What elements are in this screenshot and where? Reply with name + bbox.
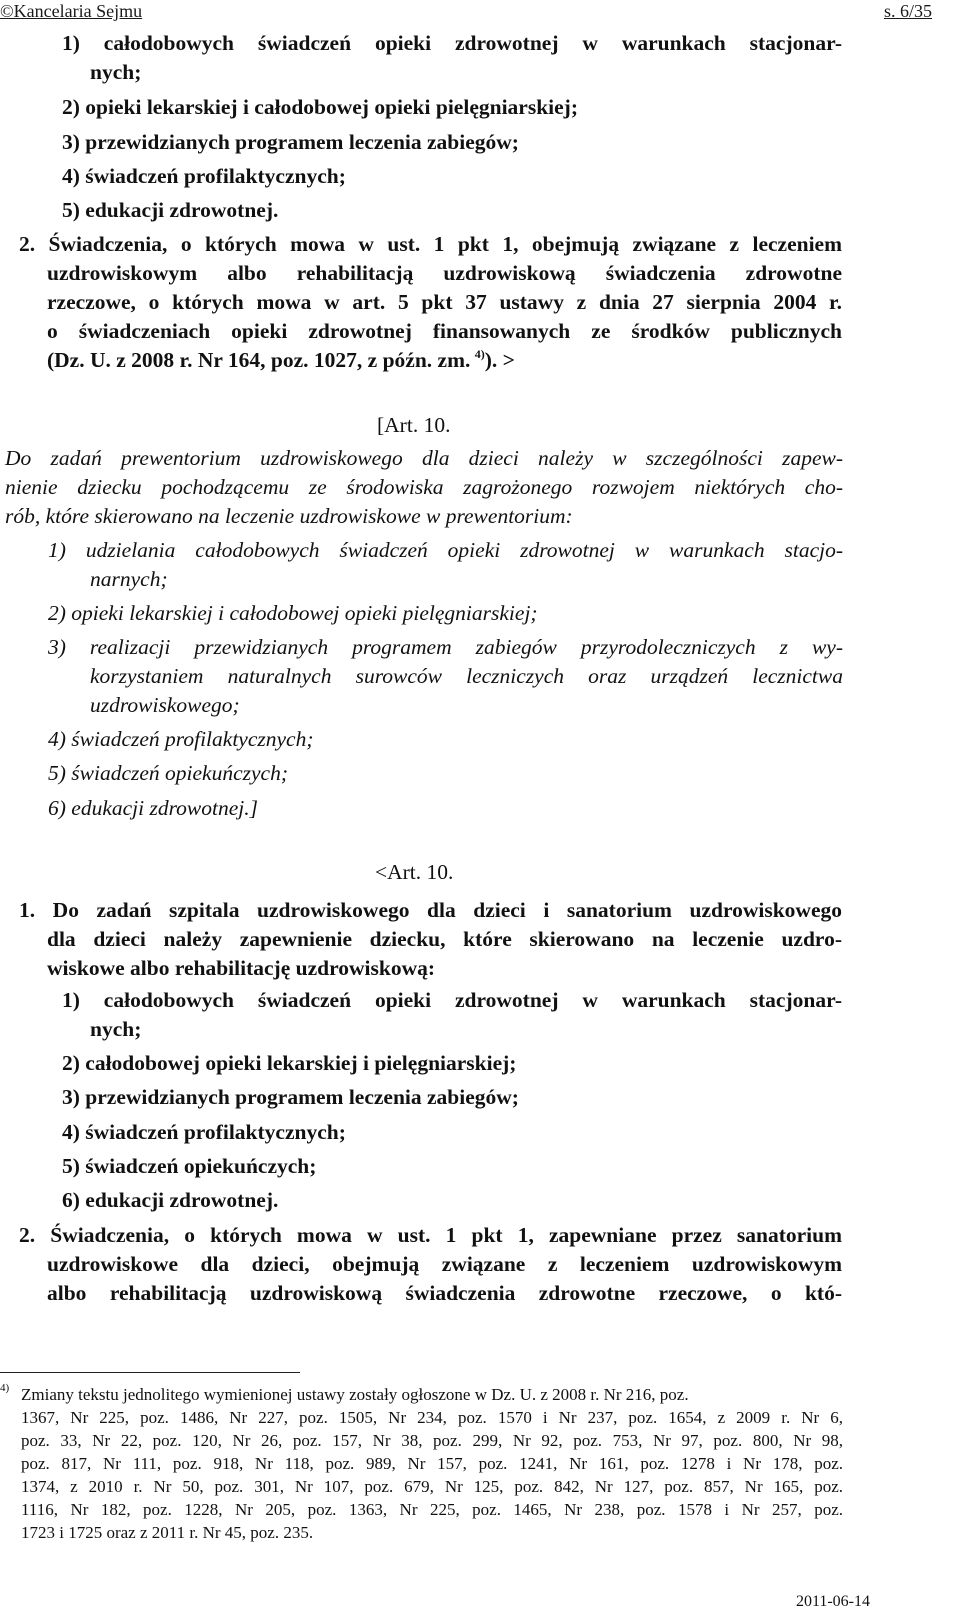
sec-c-item3: 3) przewidzianych programem leczenia zabiegów; — [62, 1085, 519, 1109]
sec-a-item4: 4) świadczeń profilaktycznych; — [62, 164, 346, 188]
page-number: s. 6/35 — [883, 1, 932, 21]
sec-a-item2: 2) opieki lekarskiej i całodobowej opieki pielęgniarskiej; — [62, 95, 578, 119]
sec-a-item1-line2: nych; — [90, 60, 142, 84]
footnote-separator — [0, 1372, 300, 1373]
footnote-line2: 1367, Nr 225, poz. 1486, Nr 227, poz. 1505, Nr 234, poz. 1570 i Nr 237, poz. 1654, z 2009 r. Nr 6, — [21, 1408, 843, 1427]
sec-b-item3-line1: 3) realizacji przewidzianych programem zabiegów przyrodoleczniczych z wy- — [48, 635, 843, 659]
sec-c-para2-line3: albo rehabilitacją uzdrowiskową świadczenia zdrowotne rzeczowe, o któ- — [47, 1281, 842, 1305]
sec-b-item3-line3: uzdrowiskowego; — [90, 693, 240, 717]
sec-a-para2-line1: 2. Świadczenia, o których mowa w ust. 1 pkt 1, obejmują związane z leczeniem — [19, 232, 842, 256]
sec-a-para2-line3: rzeczowe, o których mowa w art. 5 pkt 37 ustawy z dnia 27 sierpnia 2004 r. — [47, 290, 842, 314]
sec-c-para2-line2: uzdrowiskowe dla dzieci, obejmują związane z leczeniem uzdrowiskowym — [47, 1252, 842, 1276]
sec-c-item4: 4) świadczeń profilaktycznych; — [62, 1120, 346, 1144]
sec-c-item2: 2) całodobowej opieki lekarskiej i pielęgniarskiej; — [62, 1051, 517, 1075]
sec-b-item1-line1: 1) udzielania całodobowych świadczeń opieki zdrowotnej w warunkach stacjo- — [48, 538, 843, 562]
sec-a-para2-line5 — [47, 346, 515, 374]
footnote-line7: 1723 i 1725 oraz z 2011 r. Nr 45, poz. 235. — [21, 1523, 314, 1542]
sec-a-para2-line2: uzdrowiskowym albo rehabilitacją uzdrowiskową świadczenia zdrowotne — [47, 261, 842, 285]
sec-b-item6: 6) edukacji zdrowotnej.] — [48, 796, 258, 820]
sec-b-intro-line1: Do zadań prewentorium uzdrowiskowego dla dzieci należy w szczególności zapew- — [5, 446, 843, 470]
sec-c-para1-line1: 1. Do zadań szpitala uzdrowiskowego dla dzieci i sanatorium uzdrowiskowego — [19, 898, 842, 922]
sec-b-item5: 5) świadczeń opiekuńczych; — [48, 761, 289, 785]
sec-a-item1-line1: 1) całodobowych świadczeń opieki zdrowotnej w warunkach stacjonar- — [62, 31, 842, 55]
sec-a-item5: 5) edukacji zdrowotnej. — [62, 198, 279, 222]
sec-b-intro-line3: rób, które skierowano na leczenie uzdrowiskowe w prewentorium: — [5, 504, 573, 528]
sec-b-item2: 2) opieki lekarskiej i całodobowej opieki pielęgniarskiej; — [48, 601, 538, 625]
sec-c-article-heading: <Art. 10. — [375, 860, 454, 884]
footnote-marker: 4) — [0, 1382, 10, 1394]
sec-b-item4: 4) świadczeń profilaktycznych; — [48, 727, 314, 751]
sec-a-para2-citation: (Dz. U. z 2008 r. Nr 164, poz. 1027, z późn. zm. — [47, 348, 471, 372]
sec-c-para1-line2: dla dzieci należy zapewnienie dziecku, które skierowano na leczenie uzdro- — [47, 927, 842, 951]
sec-a-para2-line4: o świadczeniach opieki zdrowotnej finansowanych ze środków publicznych — [47, 319, 842, 343]
sec-c-item1-line2: nych; — [90, 1017, 142, 1041]
sec-c-item1-line1: 1) całodobowych świadczeń opieki zdrowotnej w warunkach stacjonar- — [62, 988, 842, 1012]
sec-b-article-heading: [Art. 10. — [377, 413, 451, 437]
copyright-header: ©Kancelaria Sejmu — [0, 1, 143, 21]
sec-c-para2-line1: 2. Świadczenia, o których mowa w ust. 1 pkt 1, zapewniane przez sanatorium — [19, 1223, 842, 1247]
sec-c-item5: 5) świadczeń opiekuńczych; — [62, 1154, 317, 1178]
sec-b-item1-line2: narnych; — [90, 567, 168, 591]
footnote-line5: 1374, z 2010 r. Nr 50, poz. 301, Nr 107, poz. 679, Nr 125, poz. 842, Nr 127, poz. 857, Nr 165, poz. — [21, 1477, 843, 1496]
footnote-text-line1: Zmiany tekstu jednolitego wymienionej ustawy zostały ogłoszone w Dz. U. z 2008 r. Nr 216, poz. — [21, 1385, 689, 1404]
footnote-line4: poz. 817, Nr 111, poz. 918, Nr 118, poz. 989, Nr 157, poz. 1241, Nr 161, poz. 1278 i Nr 178, poz. — [21, 1454, 843, 1473]
sec-b-intro-line2: nienie dziecku pochodzącemu ze środowiska zagrożonego rozwojem niektórych cho- — [5, 475, 843, 499]
sec-c-para1-line3: wiskowe albo rehabilitację uzdrowiskową: — [47, 956, 436, 980]
sec-a-item3: 3) przewidzianych programem leczenia zabiegów; — [62, 130, 519, 154]
sec-b-item3-line2: korzystaniem naturalnych surowców leczniczych oraz urządzeń lecznictwa — [90, 664, 843, 688]
footnote-line6: 1116, Nr 182, poz. 1228, Nr 205, poz. 1363, Nr 225, poz. 1465, Nr 238, poz. 1578 i Nr 257, poz. — [21, 1500, 843, 1519]
document-date: 2011-06-14 — [795, 1593, 870, 1610]
sec-c-item6: 6) edukacji zdrowotnej. — [62, 1188, 279, 1212]
footnote-ref[interactable]: 4) — [474, 347, 485, 361]
footnote-line3: poz. 33, Nr 22, poz. 120, Nr 26, poz. 157, Nr 38, poz. 299, Nr 92, poz. 753, Nr 97, poz. 800, Nr 98, — [21, 1431, 843, 1450]
sec-a-para2-close: ). > — [484, 348, 515, 372]
